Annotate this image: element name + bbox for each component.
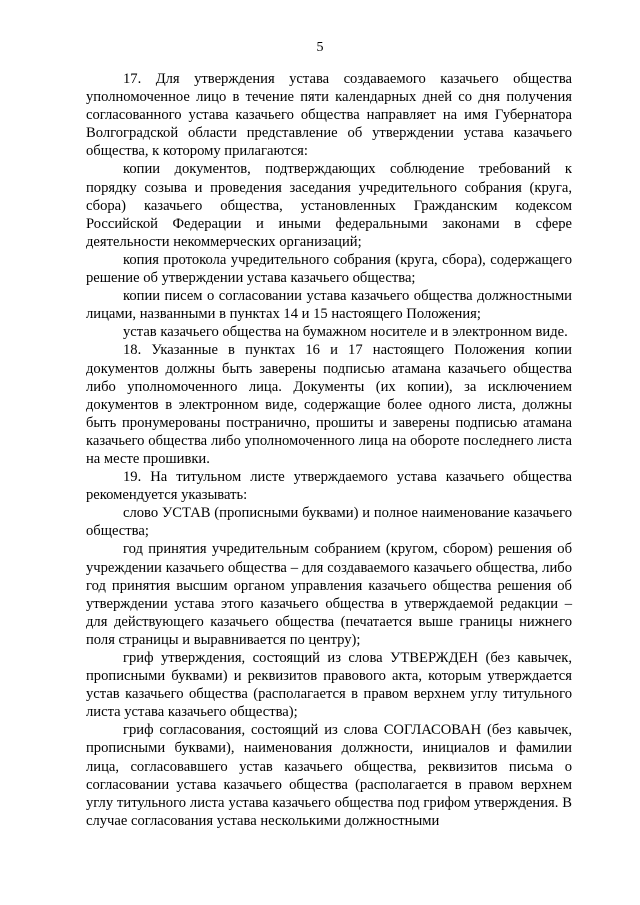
paragraph-17-item-2: копия протокола учредительного собрания (круга, сбора), содержащего решение об утверждении устава казачьего общества; bbox=[86, 251, 572, 287]
document-body bbox=[86, 70, 572, 830]
paragraph-19-item-1: слово УСТАВ (прописными буквами) и полное наименование казачьего общества; bbox=[86, 505, 572, 540]
paragraph-17-item-1: копии документов, подтверждающих соблюдение требований к порядку созыва и проведения заседания учредительного собрания (круга, сбора) казачьего общества, установленных Гражданским кодексом Российской Федерации и иными федеральными законами в сфере деятельности некоммерческих организаций; bbox=[86, 161, 572, 250]
paragraph-17-item-4: устав казачьего общества на бумажном носителе и в электронном виде. bbox=[123, 324, 568, 341]
paragraph-17: 17. Для утверждения устава создаваемого казачьего общества уполномоченное лицо в течение пяти календарных дней со дня получения согласованного устава казачьего общества направляет на имя Губернатора Волгоградской области представление об утверждении устава казачьего общества, к которому прилагаются: bbox=[86, 71, 572, 160]
paragraph-19-item-4: гриф согласования, состоящий из слова СОГЛАСОВАН (без кавычек, прописными буквами), наименования должности, инициалов и фамилии лица, согласовавшего устав казачьего общества, реквизитов письма о согласовании устава казачьего общества (располагается в правом верхнем углу титульного листа устава казачьего общества под грифом утверждения. В случае согласования устава несколькими должностными bbox=[86, 722, 572, 829]
paragraph-19-item-2: год принятия учредительным собранием (кругом, сбором) решения об учреждении казачьего общества – для создаваемого казачьего общества, либо год принятия высшим органом управления казачьего общества решения об утверждении устава этого казачьего общества в утверждаемой редакции – для действующего казачьего общества (печатается выше границы нижнего поля страницы и выравнивается по центру); bbox=[86, 541, 572, 648]
paragraph-17-item-3: копии писем о согласовании устава казачьего общества должностными лицами, названными в пунктах 14 и 15 настоящего Положения; bbox=[86, 288, 572, 323]
page-number: 5 bbox=[316, 40, 324, 55]
paragraph-19: 19. На титульном листе утверждаемого устава казачьего общества рекомендуется указывать: bbox=[86, 469, 572, 504]
paragraph-19-item-3: гриф утверждения, состоящий из слова УТВЕРЖДЕН (без кавычек, прописными буквами) и реквизитов правового акта, которым утверждается устав казачьего общества (располагается в правом верхнем углу титульного листа устава казачьего общества); bbox=[86, 650, 572, 721]
paragraph-18: 18. Указанные в пунктах 16 и 17 настоящего Положения копии документов должны быть заверены подписью атамана казачьего общества либо уполномоченного лица. Документы (их копии), за исключением документов в электронном виде, содержащие более одного листа, должны быть пронумерованы постранично, прошиты и заверены подписью атамана казачьего общества либо уполномоченного лица на обороте последнего листа на месте прошивки. bbox=[86, 342, 572, 467]
